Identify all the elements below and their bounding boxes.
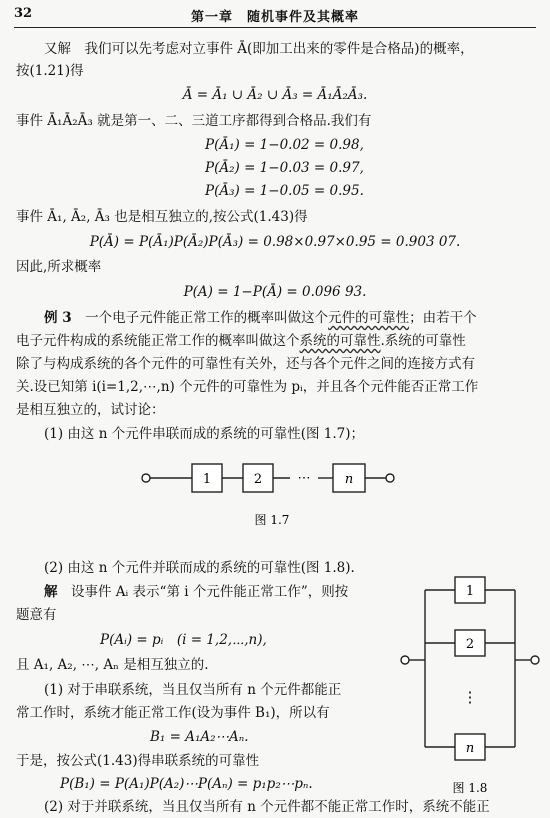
equation: P(Ā) = P(Ā₁)P(Ā₂)P(Ā₃) = 0.98×0.97×0.95 = 0.903 07. [89, 234, 461, 250]
box-label: 2 [465, 637, 475, 652]
equation: P(B₁) = P(A₁)P(A₂)⋯P(Aₙ) = p₁p₂⋯pₙ. [60, 776, 313, 792]
example-label: 例 3 [44, 310, 72, 326]
text-line: (1) 由这 n 个元件串联而成的系统的可靠性(图 1.7)； [44, 426, 364, 442]
text-span: 电子元件构成的系统能正常工作的概率叫做这个 [16, 333, 300, 349]
box-label: 1 [465, 584, 475, 599]
equation: P(Ā₁) = 1−0.02 = 0.98, [205, 137, 364, 153]
equation: P(Ā₃) = 1−0.05 = 0.95. [205, 183, 364, 199]
example-3-line [44, 307, 538, 329]
equation: P(A) = 1−P(Ā) = 0.096 93. [183, 284, 367, 300]
text-line: 按(1.21)得 [16, 63, 84, 79]
text-line: 又解 我们可以先考虑对立事件 Ā(即加工出来的零件是合格品)的概率， [44, 41, 474, 57]
text-line: 事件 Ā₁Ā₂Ā₃ 就是第一、二、三道工序都得到合格品.我们有 [16, 113, 372, 129]
chapter-title: 第一章 随机事件及其概率 [190, 10, 359, 25]
text-line: 关.设已知第 i(i=1,2,⋯,n) 个元件的可靠性为 pᵢ，并且各个元件能否正常工作 [16, 379, 479, 395]
dots: ⋯ [297, 471, 311, 486]
header-rule [14, 27, 536, 28]
text-line: (2) 由这 n 个元件并联而成的系统的可靠性(图 1.8). [44, 560, 355, 576]
text-span: ；由若干个 [409, 310, 477, 326]
text-line: 常工作时，系统才能正常工作(设为事件 B₁)，所以有 [16, 705, 330, 721]
text-span: 一个电子元件能正常工作的概率叫做这个 [71, 310, 329, 326]
page-number: 32 [14, 6, 33, 21]
dots: ⋮ [462, 688, 478, 706]
series-circuit-diagram [0, 448, 550, 548]
emphasized-term: 系统的可靠性 [299, 333, 381, 349]
page-header [14, 6, 536, 26]
text-line: (2) 对于并联系统，当且仅当所有 n 个元件都不能正常工作时，系统不能正 [44, 799, 490, 815]
figure-caption: 图 1.8 [452, 781, 488, 795]
text-line: 因此,所求概率 [16, 259, 102, 275]
text-line: 题意有 [16, 607, 57, 623]
text-line: 是相互独立的，试讨论： [16, 402, 165, 418]
emphasized-term: 元件的可靠性 [328, 310, 410, 326]
box-label: 1 [202, 472, 212, 487]
text-line [16, 330, 538, 352]
text-line: 事件 Ā₁, Ā₂, Ā₃ 也是相互独立的,按公式(1.43)得 [16, 209, 308, 225]
equation: P(Aᵢ) = pᵢ (i = 1,2,⋯,n), [100, 632, 267, 648]
text-span: 设事件 Aᵢ 表示“第 i 个元件能正常工作”，则按 [57, 584, 349, 600]
parallel-circuit-diagram [395, 560, 550, 800]
figure-caption: 图 1.7 [254, 513, 290, 527]
equation: P(Ā₂) = 1−0.03 = 0.97, [205, 160, 364, 176]
text-line: 于是，按公式(1.43)得串联系统的可靠性 [16, 753, 260, 769]
box-label: n [465, 741, 475, 756]
equation: B₁ = A₁A₂⋯Aₙ. [150, 729, 249, 745]
solution-label: 解 [44, 584, 58, 600]
text-line: 且 A₁, A₂, ⋯, Aₙ 是相互独立的. [16, 657, 209, 673]
box-label: 2 [253, 472, 263, 487]
text-line: (1) 对于串联系统，当且仅当所有 n 个元件都能正 [44, 682, 342, 698]
text-line: 除了与构成系统的各个元件的可靠性有关外，还与各个元件之间的连接方式有 [16, 356, 475, 372]
equation: Ā = Ā₁ ∪ Ā₂ ∪ Ā₃ = Ā₁Ā₂Ā₃. [182, 87, 368, 103]
text-span: .系统的可靠性 [380, 333, 466, 349]
box-label: n [344, 472, 354, 487]
